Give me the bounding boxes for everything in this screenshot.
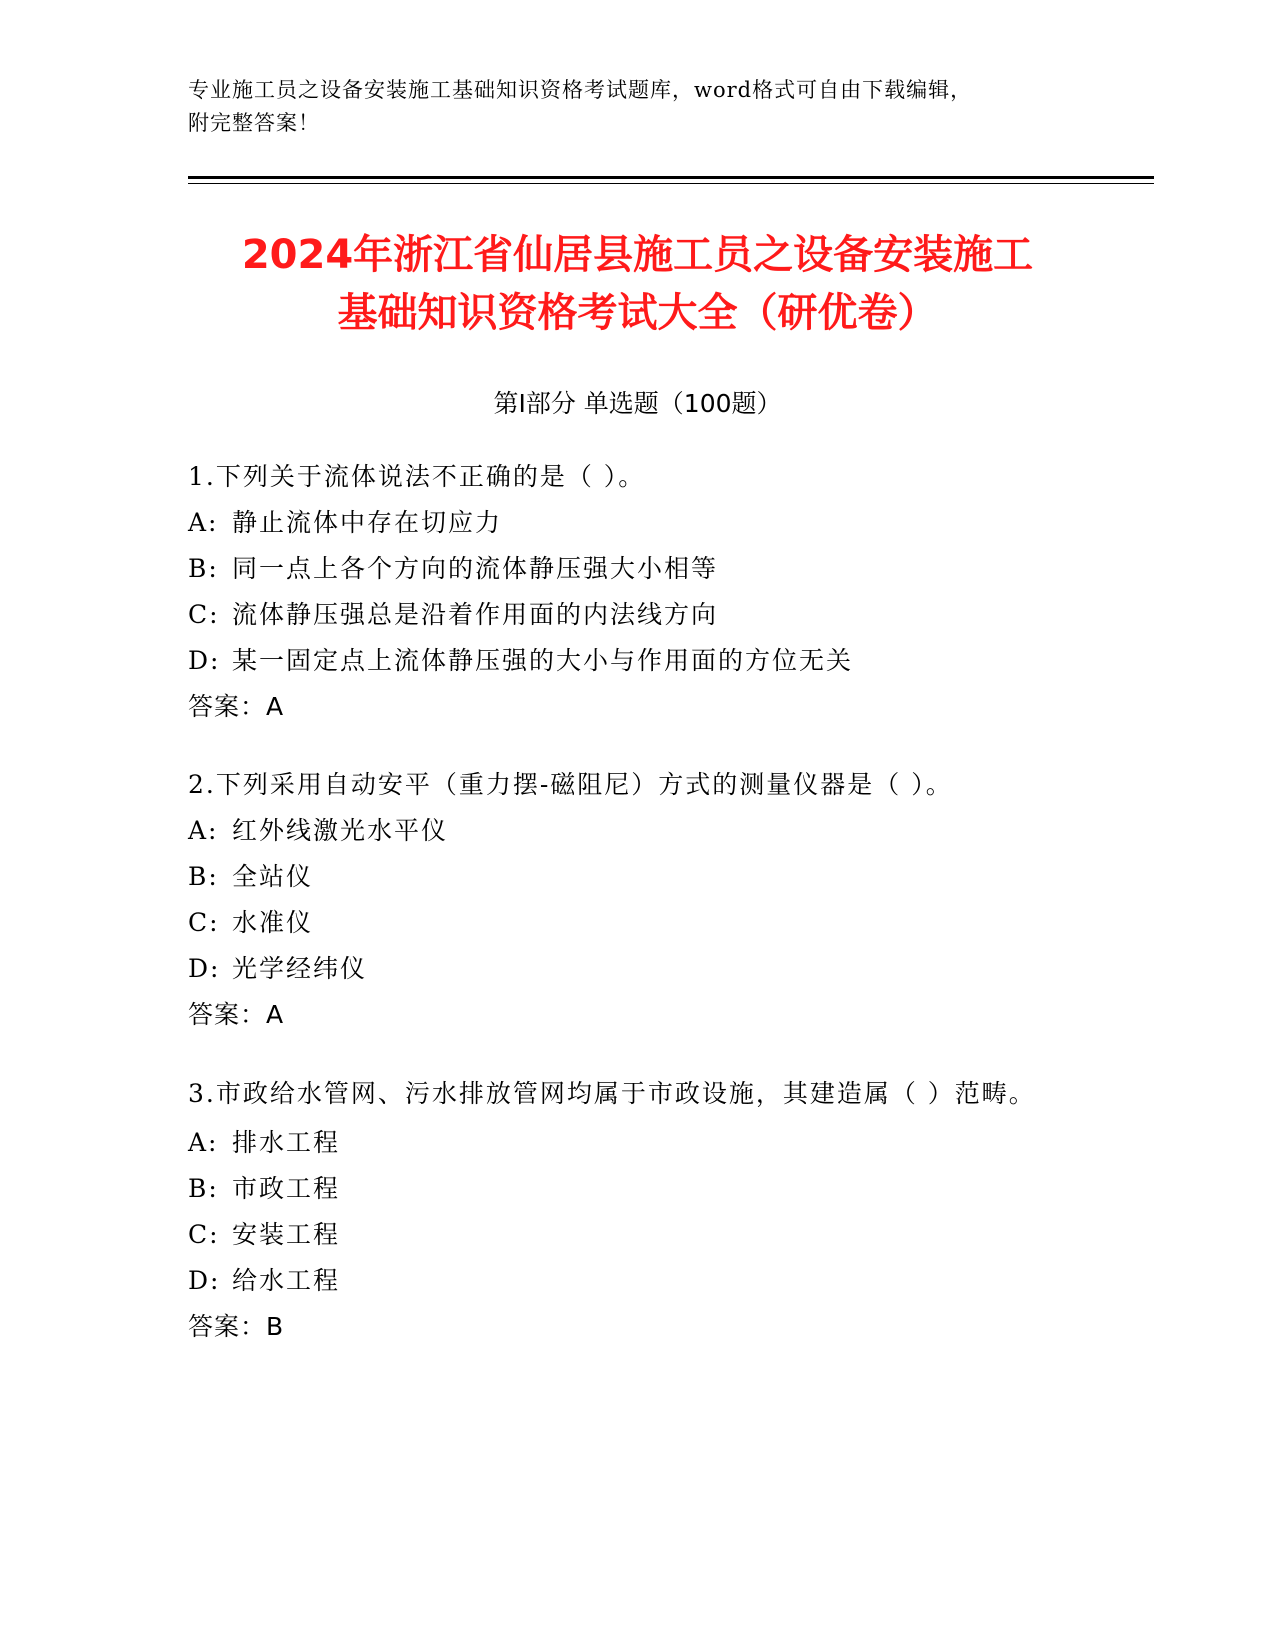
option-letter: A: [188, 1128, 219, 1157]
header-note-line-1: 专业施工员之设备安装施工基础知识资格考试题库，word格式可自由下载编辑， [188, 78, 973, 102]
question-3 [188, 1068, 1088, 1350]
option-letter: A: [188, 816, 219, 845]
option-letter: D: [188, 646, 221, 675]
option-text: 给水工程 [232, 1266, 341, 1295]
section-title: 第Ⅰ部分 单选题（100题） [493, 389, 782, 418]
option-d [188, 1258, 1088, 1304]
question-stem: 1.下列关于流体说法不正确的是（ ）。 [188, 462, 646, 491]
document-title-line-1: 2024年浙江省仙居县施工员之设备安装施工 [241, 232, 1034, 278]
option-a [188, 808, 1088, 854]
option-text: 排水工程 [232, 1128, 341, 1157]
option-text: 流体静压强总是沿着作用面的内法线方向 [232, 600, 719, 629]
header-note-line-2: 附完整答案！ [188, 111, 320, 135]
question-stem: 3.市政给水管网、污水排放管网均属于市政设施，其建造属（ ）范畴。 [188, 1079, 1036, 1108]
option-text: 同一点上各个方向的流体静压强大小相等 [232, 554, 719, 583]
option-text: 某一固定点上流体静压强的大小与作用面的方位无关 [232, 646, 854, 675]
document-title-line-2: 基础知识资格考试大全（研优卷） [337, 290, 938, 336]
option-a [188, 500, 1088, 546]
answer-label: 答案：A [188, 1000, 285, 1029]
option-d [188, 638, 1088, 684]
question-stem: 2.下列采用自动安平（重力摆-磁阻尼）方式的测量仪器是（ ）。 [188, 770, 953, 799]
option-c [188, 1212, 1088, 1258]
option-c [188, 592, 1088, 638]
option-text: 全站仪 [232, 862, 314, 891]
option-b [188, 1166, 1088, 1212]
option-text: 安装工程 [232, 1220, 341, 1249]
header-divider-thin [188, 183, 1154, 184]
option-d [188, 946, 1088, 992]
document-title [150, 226, 1125, 342]
answer-label: 答案：B [188, 1312, 285, 1341]
header-divider-thick [188, 176, 1154, 179]
option-b [188, 854, 1088, 900]
header-note [188, 74, 1088, 140]
option-text: 光学经纬仪 [232, 954, 368, 983]
option-text: 水准仪 [232, 908, 314, 937]
option-letter: B: [188, 1174, 219, 1203]
option-letter: D: [188, 1266, 221, 1295]
option-letter: B: [188, 862, 219, 891]
option-c [188, 900, 1088, 946]
option-letter: D: [188, 954, 221, 983]
option-letter: C: [188, 908, 220, 937]
option-letter: C: [188, 1220, 220, 1249]
option-text: 市政工程 [232, 1174, 341, 1203]
option-letter: A: [188, 508, 219, 537]
option-text: 红外线激光水平仪 [232, 816, 449, 845]
question-1 [188, 454, 1088, 730]
question-2 [188, 762, 1088, 1038]
option-b [188, 546, 1088, 592]
option-letter: B: [188, 554, 219, 583]
option-a [188, 1120, 1088, 1166]
option-letter: C: [188, 600, 220, 629]
answer-label: 答案：A [188, 692, 285, 721]
option-text: 静止流体中存在切应力 [232, 508, 503, 537]
